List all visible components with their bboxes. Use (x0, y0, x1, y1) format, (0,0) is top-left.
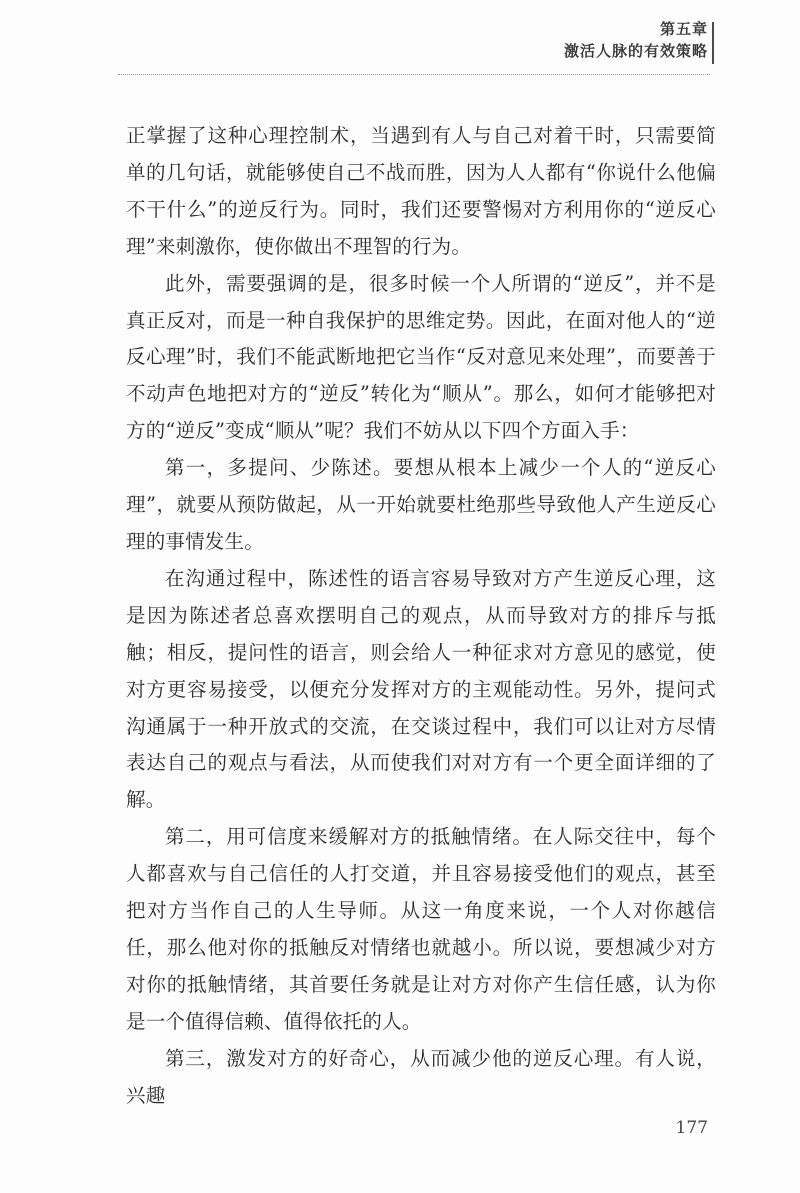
paragraph: 第二，用可信度来缓解对方的抵触情绪。在人际交往中，每个人都喜欢与自己信任的人打交道，并且容易接受他们的观点，甚至把对方当作自己的人生导师。从这一角度来说，一个人对你越信任，那么他对你的抵触反对情绪也就越小。所以说，要想减少对方对你的抵触情绪，其首要任务就是让对方对你产生信任感，认为你是一个值得信赖、值得依托的人。 (126, 825, 716, 1033)
paragraph: 第三，激发对方的好奇心，从而减少他的逆反心理。有人说，兴趣 (126, 1046, 716, 1107)
paragraph: 在沟通过程中，陈述性的语言容易导致对方产生逆反心理，这是因为陈述者总喜欢摆明自己的观点，从而导致对方的排斥与抵触；相反，提问性的语言，则会给人一种征求对方意见的感觉，使对方更容易接受，以便充分发挥对方的主观能动性。另外，提问式沟通属于一种开放式的交流，在交谈过程中，我们可以让对方尽情表达自己的观点与看法，从而使我们对对方有一个更全面详细的了解。 (126, 566, 716, 812)
running-header (564, 18, 708, 62)
chapter-subtitle: 激活人脉的有效策略 (563, 42, 708, 60)
header-vertical-bar (712, 22, 714, 64)
paragraph: 此外，需要强调的是，很多时候一个人所谓的“逆反”，并不是真正反对，而是一种自我保护的思维定势。因此，在面对他人的“逆反心理”时，我们不能武断地把它当作“反对意见来处理”，而要善于不动声色地把对方的“逆反”转化为“顺从”。那么，如何才能够把对方的“逆反”变成“顺从”呢？我们不妨从以下四个方面入手： (126, 271, 716, 443)
paragraph-continued: 正掌握了这种心理控制术，当遇到有人与自己对着干时，只需要简单的几句话，就能够使自己不战而胜，因为人人都有“你说什么他偏不干什么”的逆反行为。同时，我们还要警惕对方利用你的“逆反心理”来刺激你，使你做出不理智的行为。 (126, 124, 716, 258)
paragraph: 第一，多提问、少陈述。要想从根本上减少一个人的“逆反心理”，就要从预防做起，从一开始就要杜绝那些导致他人产生逆反心理的事情发生。 (126, 456, 716, 553)
body-text (126, 118, 716, 1114)
page-number: 177 (675, 1118, 708, 1138)
header-dotted-rule (118, 74, 710, 75)
chapter-label: 第五章 (659, 20, 708, 38)
